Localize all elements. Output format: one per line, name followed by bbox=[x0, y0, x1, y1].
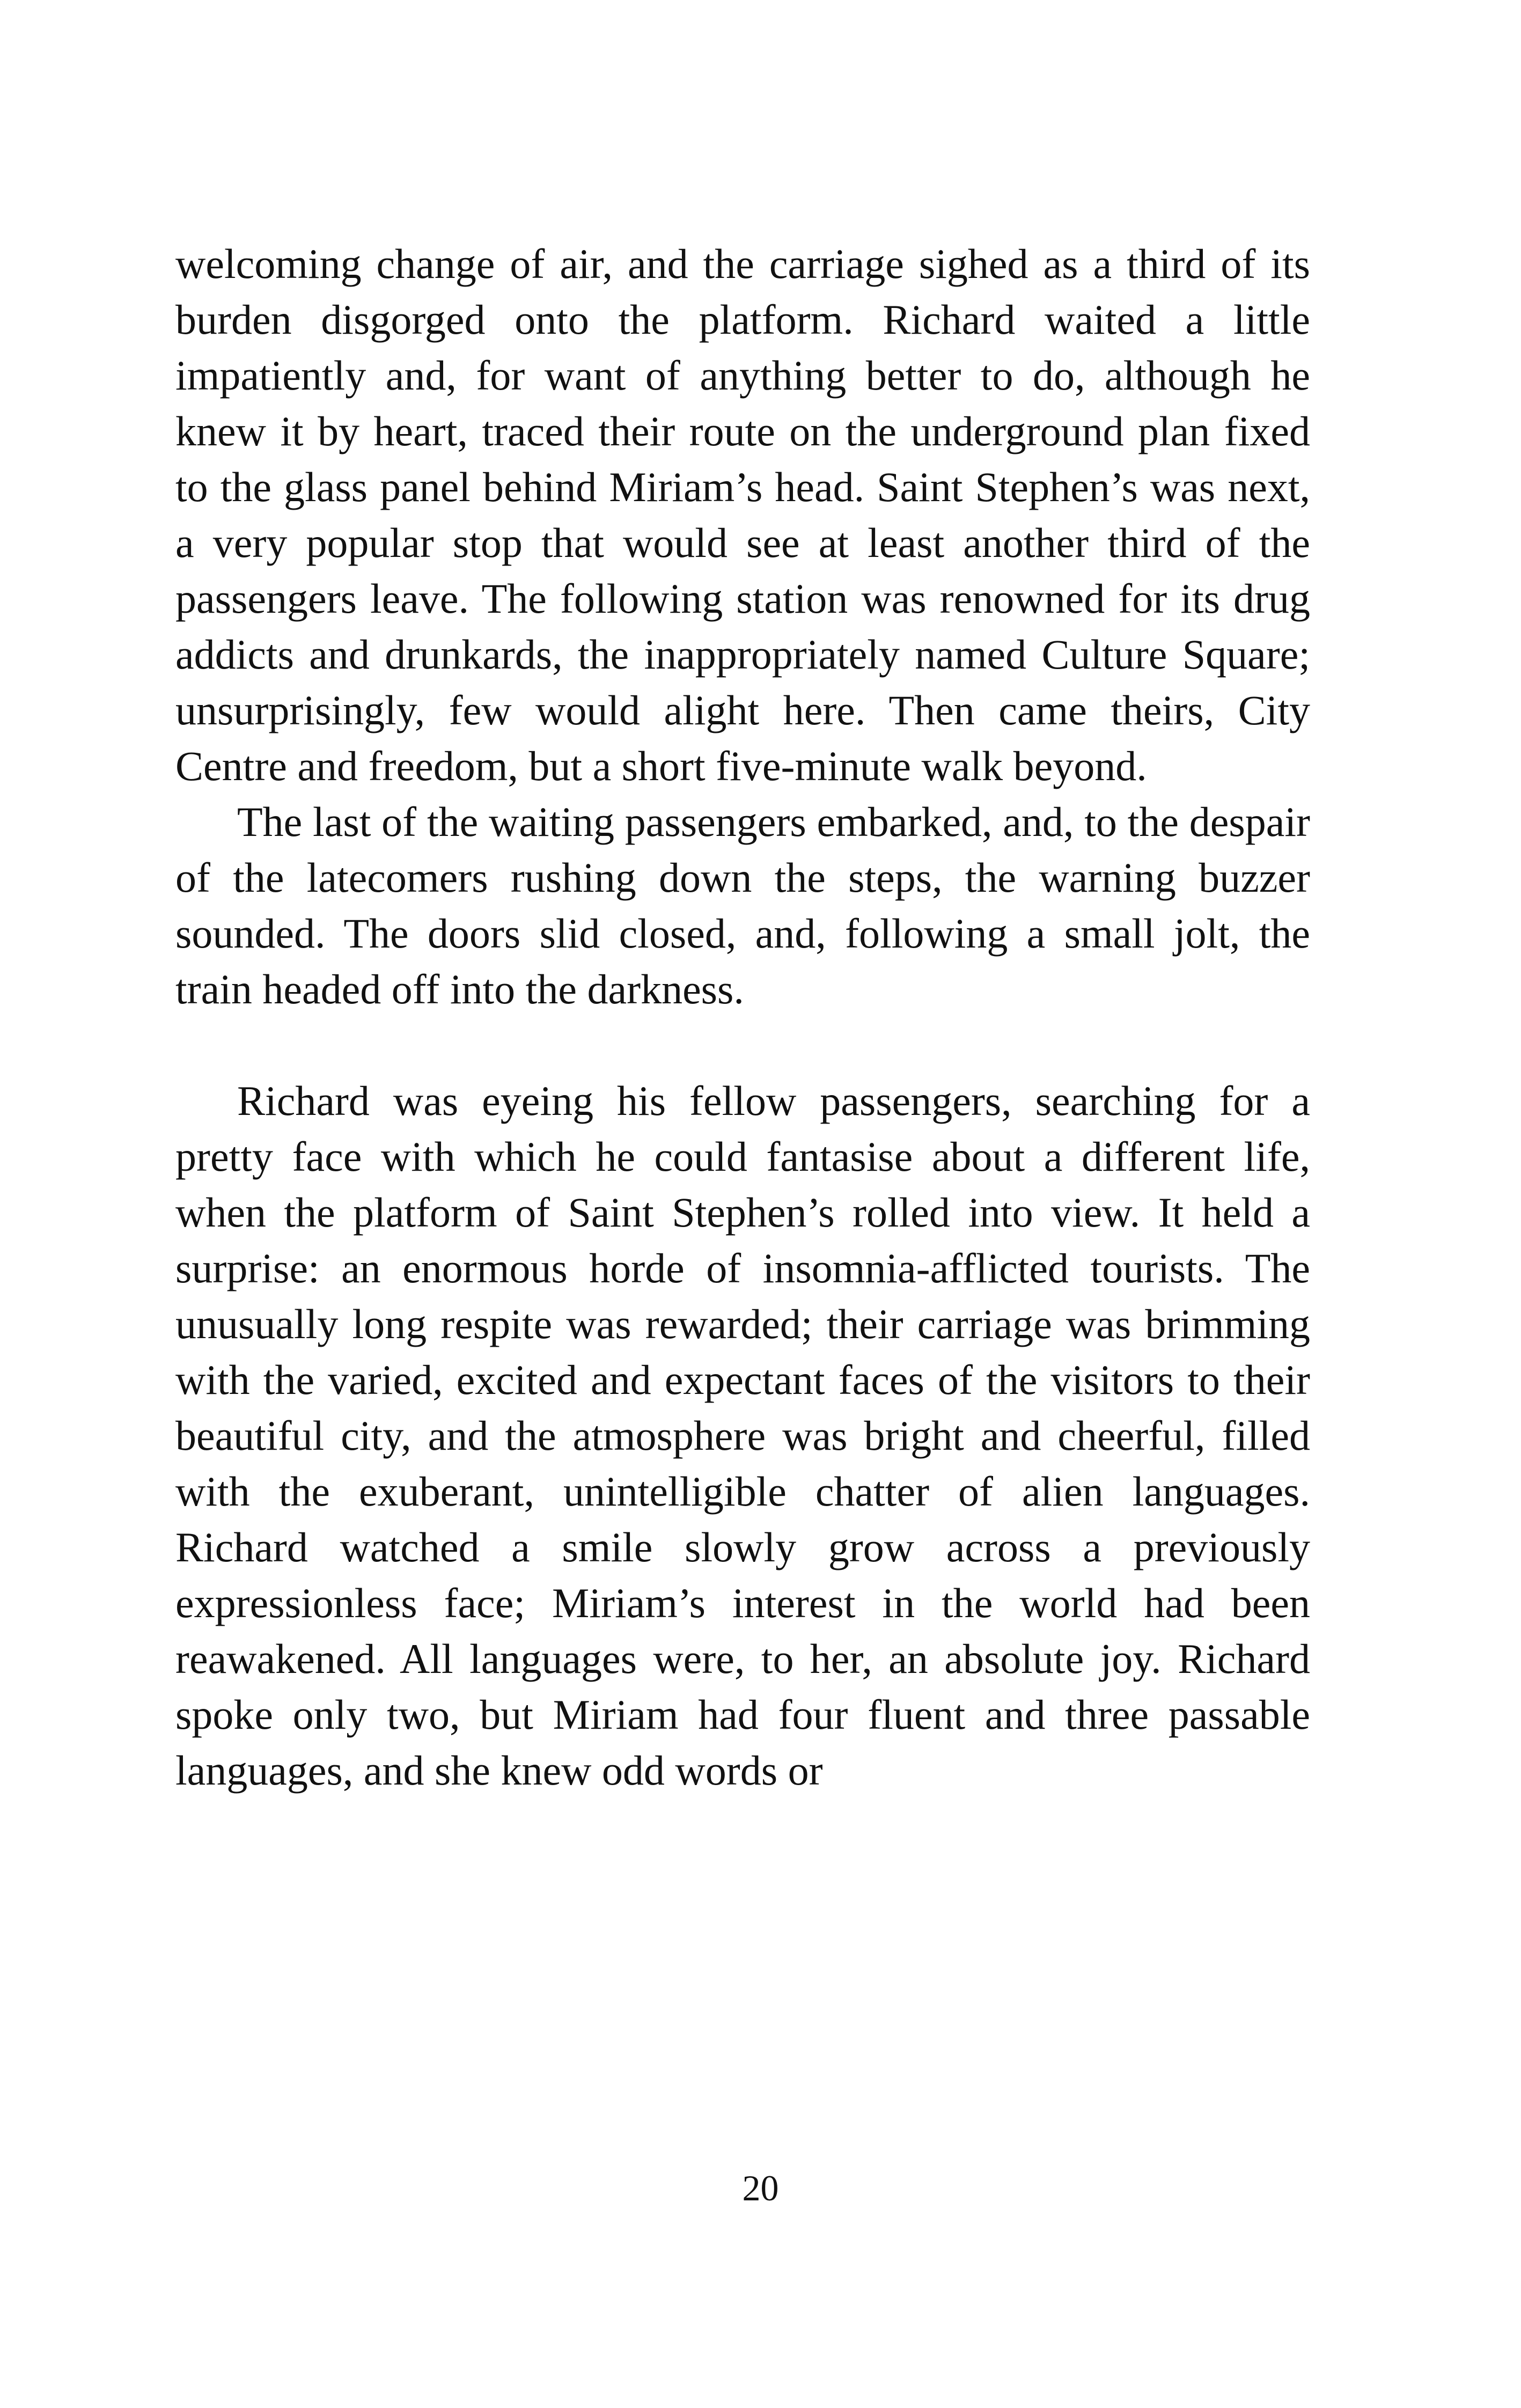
paragraph-2: The last of the waiting passengers embarked, and, to the despair of the latecomers rushing down the steps, the warning buzzer sounded. The doors slid closed, and, following a small jolt, the train headed off into the darkness. bbox=[175, 798, 1310, 1012]
paragraph-1: welcoming change of air, and the carriage sighed as a third of its burden disgorged onto the platform. Richard waited a little impatiently and, for want of anything better to do, although he knew it by heart, traced their route on the underground plan fixed to the glass panel behind Miriam’s head. Saint Stephen’s was next, a very popular stop that would see at least another third of the passengers leave. The following station was renowned for its drug addicts and drunkards, the inappropriately named Culture Square; unsurprisingly, few would alight here. Then came theirs, City Centre and freedom, but a short five-minute walk beyond. bbox=[175, 240, 1310, 789]
body-text bbox=[175, 236, 1310, 1798]
section-break bbox=[175, 1017, 1310, 1073]
paragraph-3: Richard was eyeing his fellow passengers, searching for a pretty face with which he could fantasise about a different life, when the platform of Saint Stephen’s rolled into view. It held a surprise: an enormous horde of insomnia-afflicted tourists. The unusually long respite was rewarded; their carriage was brimming with the varied, excited and expectant faces of the visitors to their beautiful city, and the atmosphere was bright and cheerful, filled with the exuberant, unintelligible chatter of alien languages. Richard watched a smile slowly grow across a previously expressionless face; Miriam’s interest in the world had been reawakened. All languages were, to her, an absolute joy. Richard spoke only two, but Miriam had four fluent and three passable languages, and she knew odd words or bbox=[175, 1077, 1310, 1794]
page-number: 20 bbox=[742, 2168, 779, 2208]
